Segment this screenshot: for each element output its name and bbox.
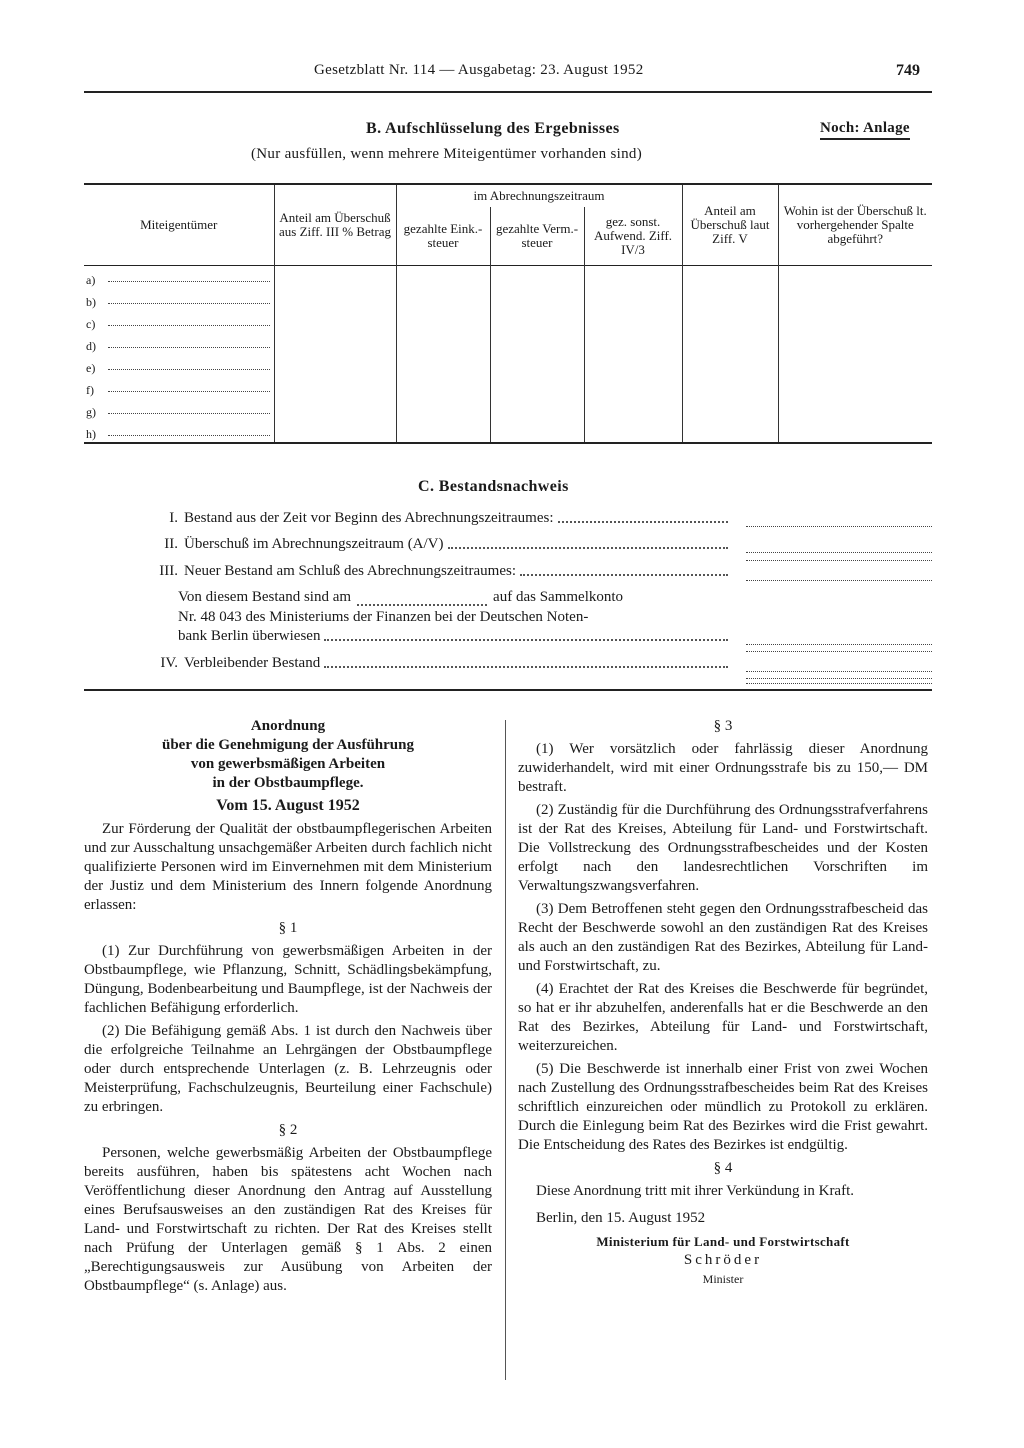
name-entry-line[interactable] <box>108 347 270 348</box>
table-row <box>84 288 932 310</box>
paragraph: (3) Dem Betroffenen steht gegen den Ordnungsstrafbescheid das Recht der Beschwerde sowohl an den zuständigen Rat des Kreises als auch an den zuständigen Rat des Bezirkes, Abteilung für Land- und Forstwirtschaft, zu. <box>518 901 928 974</box>
name-entry-line[interactable] <box>108 303 270 304</box>
amount-line-transfer-underline <box>746 651 932 652</box>
leader-dots <box>558 521 729 523</box>
section-heading: § 1 <box>278 920 298 936</box>
gazette-header: Gesetzblatt Nr. 114 — Ausgabetag: 23. August 1952 <box>314 62 644 78</box>
item-number: III. <box>159 563 178 579</box>
transfer-date-field[interactable] <box>357 594 487 606</box>
header-rule <box>84 91 932 93</box>
name-entry-line[interactable] <box>108 435 270 436</box>
ministry-name: Ministerium für Land- und Forstwirtschaft <box>596 1234 850 1249</box>
row-label: e) <box>86 360 96 375</box>
paragraph: (1) Wer vorsätzlich oder fahrlässig dieser Anordnung zuwiderhandelt, wird mit einer Ordnungsstrafe bis zu 150,— DM bestraft. <box>518 741 928 795</box>
paragraph: Personen, welche gewerbsmäßig Arbeiten der Obstbaumpflege bereits ausführen, haben bis spätestens acht Wochen nach Veröffentlichung dieser Anordnung den Antrag auf Ausstellung eines Berufsausweises an den zuständigen Rat des Kreises für Land- und Forstwirtschaft zu richten. Der Rat des Kreises stellt nach Prüfung der Unterlagen gemäß § 1 Abs. 2 einen „Berechtigungsausweis zur Ausübung von Arbeiten der Obstbaumpflege“ (s. Anlage) aus. <box>84 1145 492 1294</box>
item-number: II. <box>164 536 178 552</box>
item-text: Überschuß im Abrechnungszeitraum (A/V) <box>184 536 444 552</box>
row-label: g) <box>86 404 96 419</box>
balance-item-1 <box>120 510 730 527</box>
amount-line-2-underline <box>746 560 932 561</box>
section-b-title: B. Aufschlüsselung des Ergebnisses <box>366 120 620 137</box>
amount-line-4-underline <box>746 678 932 679</box>
paragraph: (5) Die Beschwerde ist innerhalb einer Frist von zwei Wochen nach Zustellung des Ordnungsstrafbescheides beim Rat des Kreises schriftlich einzureichen oder mündlich zu Protokoll zu erklären. Durch die Einlegung beim Rat des Bezirkes wird die Frist gewahrt. Die Entscheidung des Rates des Bezirkes ist endgültig. <box>518 1061 928 1153</box>
row-label: f) <box>86 382 94 397</box>
preamble: Zur Förderung der Qualität der obstbaumpflegerischen Arbeiten und zur Ausschaltung unsachgemäßer Arbeiten durch fachlich nicht qualifizierte Personen wird im Einvernehmen mit dem Ministerium der Justiz und dem Ministerium des Innern folgende Anordnung erlassen: <box>84 821 492 913</box>
col-period-group: im Abrechnungszeitraum <box>396 184 682 207</box>
section-c-title: C. Bestandsnachweis <box>418 478 569 495</box>
signature-block <box>518 1232 928 1289</box>
col-transferred-to: Wohin ist der Überschuß lt. vorhergehender Spalte abgeführt? <box>778 184 932 265</box>
item-text: Bestand aus der Zeit vor Beginn des Abrechnungszeitraumes: <box>184 510 554 526</box>
annex-label: Noch: Anlage <box>820 120 910 140</box>
title-line: in der Obstbaumpflege. <box>212 775 364 791</box>
table-row <box>84 398 932 420</box>
row-label: c) <box>86 316 96 331</box>
right-column <box>518 717 928 1289</box>
paragraph: (4) Erachtet der Rat des Kreises die Beschwerde für begründet, so hat er ihr abzuhelfen, anderenfalls hat er die Beschwerde an den Rat des Bezirkes, Abteilung für Land- und Forstwirtschaft, weiterzureichen. <box>518 981 928 1054</box>
row-label: a) <box>86 272 96 287</box>
place-date: Berlin, den 15. August 1952 <box>536 1210 706 1226</box>
transfer-text-3: Nr. 48 043 des Ministeriums der Finanzen bei der Deutschen Noten- <box>178 609 589 625</box>
col-surplus-share: Anteil am Überschuß laut Ziff. V <box>682 184 778 265</box>
amount-line-transfer[interactable] <box>746 644 932 645</box>
transfer-line-2 <box>178 609 730 626</box>
balance-item-3 <box>120 563 730 580</box>
transfer-line-1 <box>178 589 730 606</box>
table-row <box>84 420 932 443</box>
transfer-line-3 <box>178 628 730 645</box>
title-line: über die Genehmigung der Ausführung <box>161 737 414 753</box>
transfer-text-4: bank Berlin überwiesen <box>178 628 321 644</box>
item-text: Neuer Bestand am Schluß des Abrechnungszeitraumes: <box>184 563 516 579</box>
title-line: von gewerbsmäßigen Arbeiten <box>190 756 386 772</box>
section-b-subtitle: (Nur ausfüllen, wenn mehrere Miteigentümer vorhanden sind) <box>251 146 643 162</box>
signatory-name: Schröder <box>683 1252 763 1268</box>
amount-line-4[interactable] <box>746 671 932 672</box>
col-other-expenses: gez. sonst. Aufwend. Ziff. IV/3 <box>584 207 682 265</box>
table-row <box>84 332 932 354</box>
section-heading: § 3 <box>713 718 733 734</box>
name-entry-line[interactable] <box>108 369 270 370</box>
section-heading: § 2 <box>278 1122 298 1138</box>
paragraph: (1) Zur Durchführung von gewerbsmäßigen Arbeiten in der Obstbaumpflege, wie Pflanzung, Schnitt, Schädlingsbekämpfung, Düngung, Bodenbearbeitung und Baumpflege, ist der Nachweis der fachlichen Befähigung erforderlich. <box>84 943 492 1016</box>
left-column <box>84 717 492 1300</box>
page-number: 749 <box>896 62 920 79</box>
item-number: I. <box>169 510 178 526</box>
column-separator <box>505 720 506 1380</box>
table-row <box>84 354 932 376</box>
col-share: Anteil am Überschuß aus Ziff. III % Betrag <box>274 184 396 265</box>
balance-item-4 <box>120 655 730 672</box>
transfer-text-2: auf das Sammelkonto <box>493 589 624 605</box>
amount-line-2[interactable] <box>746 552 932 553</box>
amount-line-3[interactable] <box>746 580 932 581</box>
leader-dots <box>324 639 728 641</box>
title-line: Anordnung <box>250 718 326 734</box>
item-number: IV. <box>160 655 178 671</box>
transfer-text-1: Von diesem Bestand sind am <box>178 589 352 605</box>
ordinance-title <box>84 717 492 793</box>
name-entry-line[interactable] <box>108 281 270 282</box>
amount-line-4-double <box>746 683 932 684</box>
name-entry-line[interactable] <box>108 391 270 392</box>
name-entry-line[interactable] <box>108 413 270 414</box>
paragraph: Diese Anordnung tritt mit ihrer Verkündung in Kraft. <box>536 1183 855 1199</box>
section-divider <box>84 689 932 691</box>
ordinance-date: Vom 15. August 1952 <box>216 797 360 814</box>
owner-breakdown-table <box>84 183 932 444</box>
col-wealth-tax: gezahlte Verm.-steuer <box>490 207 584 265</box>
name-entry-line[interactable] <box>108 325 270 326</box>
col-income-tax: gezahlte Eink.-steuer <box>396 207 490 265</box>
item-text: Verbleibender Bestand <box>184 655 321 671</box>
leader-dots <box>324 666 728 668</box>
leader-dots <box>448 547 728 549</box>
paragraph: (2) Zuständig für die Durchführung des Ordnungsstrafverfahrens ist der Rat des Kreises, Abteilung für Land- und Forstwirtschaft. Die Vollstreckung des Ordnungsstrafbescheides und der Kosten erfolgt nach den landesrechtlichen Vorschriften im Verwaltungszwangsverfahren. <box>518 802 928 894</box>
signatory-role: Minister <box>702 1272 744 1286</box>
paragraph: (2) Die Befähigung gemäß Abs. 1 ist durch den Nachweis über die erfolgreiche Teilnahme an Lehrgängen der Obstbaumpflege oder durch entsprechende Unterlagen (z. B. Lehrzeugnis oder Meisterprüfung, Fachschulzeugnis, Beurteilung einer Fachschule) zu erbringen. <box>84 1023 492 1115</box>
section-heading: § 4 <box>713 1160 733 1176</box>
balance-item-2 <box>120 536 730 553</box>
table-row <box>84 310 932 332</box>
table-row <box>84 376 932 398</box>
row-label: h) <box>86 426 96 441</box>
leader-dots <box>520 574 728 576</box>
amount-line-1[interactable] <box>746 526 932 527</box>
table-row <box>84 265 932 288</box>
col-owner: Miteigentümer <box>140 216 218 232</box>
row-label: b) <box>86 294 96 309</box>
row-label: d) <box>86 338 96 353</box>
